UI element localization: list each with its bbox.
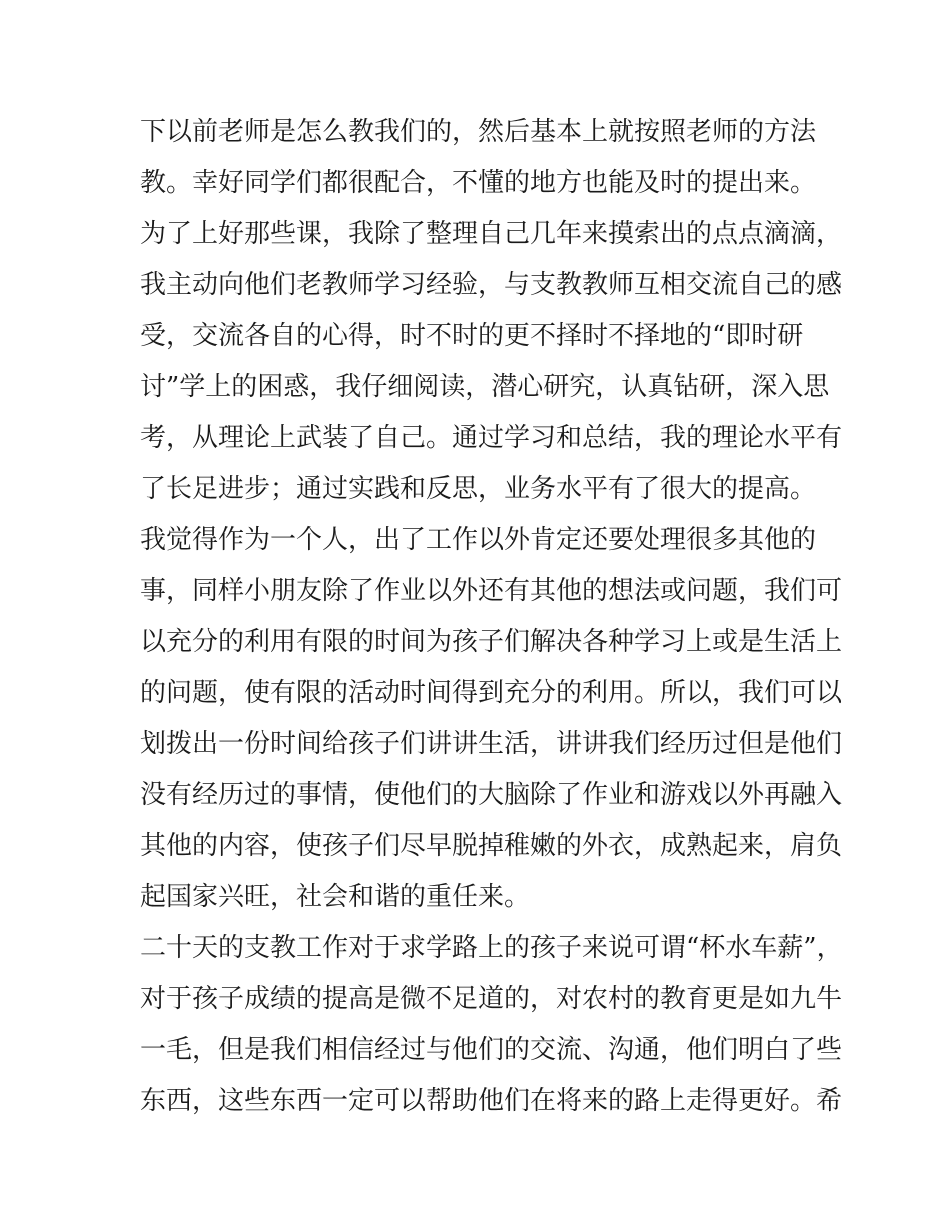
text-line: 我主动向他们老教师学习经验，与支教教师互相交流自己的感 (140, 270, 843, 300)
text-line: 起国家兴旺，社会和谐的重任来。 (140, 882, 531, 912)
text-line: 其他的内容，使孩子们尽早脱掉稚嫩的外衣，成熟起来，肩负 (140, 831, 843, 861)
text-line: 了长足进步；通过实践和反思，业务水平有了很大的提高。 (140, 474, 817, 504)
text-line: 一毛，但是我们相信经过与他们的交流、沟通，他们明白了些 (140, 1035, 843, 1065)
text-line: 没有经历过的事情，使他们的大脑除了作业和游戏以外再融入 (140, 780, 843, 810)
text-line: 东西，这些东西一定可以帮助他们在将来的路上走得更好。希 (140, 1086, 843, 1116)
text-line: 我觉得作为一个人，出了工作以外肯定还要处理很多其他的 (140, 525, 817, 555)
text-line: 划拨出一份时间给孩子们讲讲生活，讲讲我们经历过但是他们 (140, 729, 843, 759)
text-line: 考，从理论上武装了自己。通过学习和总结，我的理论水平有 (140, 423, 843, 453)
text-line: 教。幸好同学们都很配合，不懂的地方也能及时的提出来。 (140, 168, 817, 198)
text-line: 以充分的利用有限的时间为孩子们解决各种学习上或是生活上 (140, 627, 843, 657)
text-line: 二十天的支教工作对于求学路上的孩子来说可谓“杯水车薪”， (140, 933, 843, 963)
text-line: 为了上好那些课，我除了整理自己几年来摸索出的点点滴滴， (140, 219, 843, 249)
text-line: 事，同样小朋友除了作业以外还有其他的想法或问题，我们可 (140, 576, 843, 606)
body-text (140, 107, 843, 1127)
text-line: 受，交流各自的心得，时不时的更不择时不择地的“即时研 (140, 321, 804, 351)
text-line: 对于孩子成绩的提高是微不足道的，对农村的教育更是如九牛 (140, 984, 843, 1014)
text-line: 讨”学上的困惑，我仔细阅读，潜心研究，认真钻研，深入思 (140, 372, 830, 402)
text-line: 下以前老师是怎么教我们的，然后基本上就按照老师的方法 (140, 117, 817, 147)
text-line: 的问题，使有限的活动时间得到充分的利用。所以，我们可以 (140, 678, 843, 708)
